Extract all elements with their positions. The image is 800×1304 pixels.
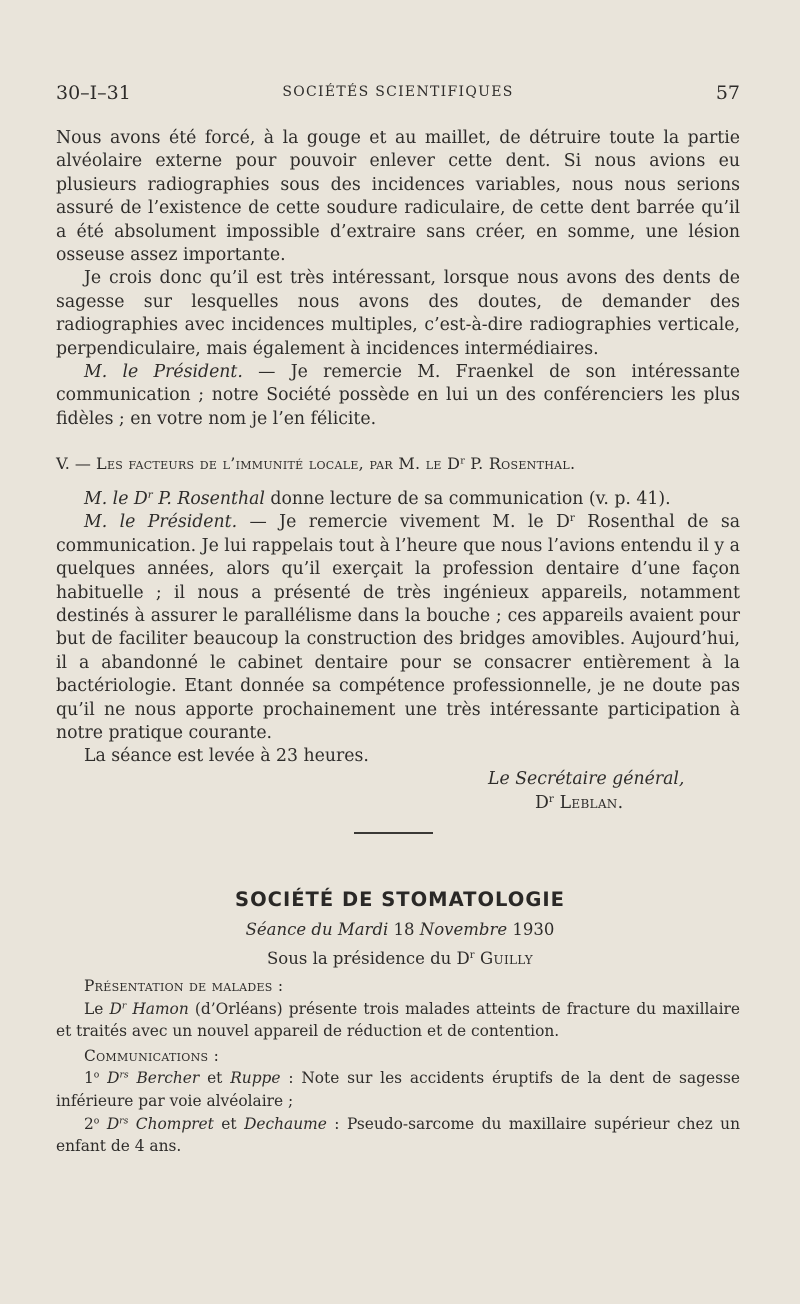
doctor-title: D (99, 1114, 120, 1133)
speaker: M. le Président. (84, 362, 243, 383)
superscript: r (548, 792, 554, 805)
text-block-3 (56, 975, 740, 1158)
paragraph-text: Le (84, 999, 110, 1018)
section-title: Les facteurs de l’immunité locale, par M. le D (96, 454, 461, 473)
paragraph: Nous avons été forcé, à la gouge et au maillet, de détruire toute la partie alvéolaire externe pour pouvoir enlever cette dent. Si nous avions eu plusieurs radiographies sous des incidences variables, nous nous serions assuré de l’existence de cette soudure radiculaire, de cette dent barrée qu’il a été absolument impossible d’extraire sans créer, en somme, une lésion osseuse assez importante. (56, 128, 740, 266)
header-journal-section: SOCIÉTÉS SCIENTIFIQUES (282, 84, 514, 100)
section-heading (56, 453, 740, 475)
session-chair (0, 949, 800, 968)
page-number: 57 (715, 82, 740, 104)
item-number: 1 (84, 1069, 94, 1088)
superscript: o (93, 1115, 100, 1127)
session-month: Novembre (419, 920, 508, 939)
author-name: Chompret (128, 1114, 214, 1133)
subheading-presentation: Présentation de malades : (84, 977, 284, 995)
speaker: M. le Président. (84, 512, 238, 533)
paragraph-text: — Je remercie M. Fraenkel de son intéressante communication ; notre Société possède en lui un des conférenciers les plus fidèles ; en votre nom je l’en félicite. (56, 362, 741, 429)
speaker: M. le D (84, 489, 148, 509)
superscript: r (121, 1000, 127, 1012)
doctor-name: Hamon (126, 999, 189, 1018)
paragraph (56, 361, 740, 431)
superscript: r (460, 455, 465, 467)
paragraph (56, 511, 740, 745)
society-title: SOCIÉTÉ DE STOMATOLOGIE (235, 888, 565, 911)
running-header (56, 82, 740, 108)
paragraph: Je crois donc qu’il est très intéressant, lorsque nous avons des dents de sagesse sur lesquelles nous avons des doutes, de demander des radiographies avec incidences multiples, c’est-à-dire radiographies verticale, perpendiculaire, mais également à incidences intermédiaires. (56, 268, 740, 359)
superscript: r (469, 950, 475, 962)
session-daynum: 18 (388, 920, 420, 939)
paragraph-text: — Je remercie vivement M. le D (237, 512, 570, 533)
signature-name (535, 792, 623, 815)
subheading-communications: Communications : (84, 1046, 220, 1065)
signature-title: D (535, 793, 549, 813)
conjunction: et (199, 1069, 231, 1088)
session-date (0, 920, 800, 939)
author-name: Dechaume (244, 1114, 327, 1133)
text-block-1 (56, 127, 740, 431)
communication-title: : Pseudo-sarcome du maxillaire supérieur chez un enfant de 4 ans. (56, 1114, 740, 1156)
session-year: 1930 (507, 920, 555, 939)
paragraph: La séance est levée à 23 heures. (84, 746, 369, 767)
section-dash: — (69, 454, 97, 473)
paragraph-text: Rosenthal de sa communication. Je lui rappelais tout à l’heure que nous l’avions entendu il y a quelques années, alors qu’il exerçait la profession dentaire d’une façon habituelle ; il nous a présenté de très ingénieux appareils, notamment destinés à assurer le parallélisme dans la bouche ; ces appareils avaient pour but de faciliter beaucoup la construction des bridges amovibles. Aujourd’hui, il a abandonné le cabinet dentaire pour se consacrer entièrement à la bactériologie. Etant donnée sa compétence professionnelle, je ne doute pas qu’il ne nous apporte prochainement une très intéressante participation à notre pratique courante. (56, 512, 740, 744)
superscript: o (93, 1069, 100, 1081)
signature-role: Le Secrétaire général, (488, 769, 685, 789)
chair-label: Sous la présidence du D (267, 949, 470, 968)
session-day: Séance du Mardi (245, 920, 389, 939)
paragraph (56, 998, 740, 1043)
doctor-title: D (109, 999, 122, 1018)
superscript: rs (119, 1115, 129, 1127)
section-title-author: P. Rosenthal. (464, 454, 576, 473)
communication-title: : Note sur les accidents éruptifs de la dent de sagesse inférieure par voie alvéolaire ; (56, 1069, 740, 1110)
paragraph (56, 488, 740, 511)
header-date: 30–I–31 (56, 82, 131, 104)
superscript: rs (119, 1069, 129, 1081)
author-name: Ruppe (230, 1069, 281, 1088)
doctor-title: D (99, 1069, 120, 1088)
section-number: V. (56, 454, 70, 473)
conjunction: et (213, 1114, 245, 1133)
author-name: Bercher (128, 1069, 200, 1088)
paragraph-text: donne lecture de sa communication (v. p. 41). (264, 489, 671, 509)
section-divider (354, 832, 433, 834)
superscript: r (147, 488, 153, 501)
chair-name: Guilly (474, 949, 533, 968)
speaker-name: P. Rosenthal (152, 489, 265, 509)
text-block-2 (56, 488, 740, 769)
list-item (56, 1113, 740, 1158)
item-number: 2 (84, 1114, 94, 1133)
superscript: r (569, 512, 575, 525)
list-item (56, 1067, 740, 1112)
paragraph-text: (d’Orléans) présente trois malades atteints de fracture du maxillaire et traités avec un nouvel appareil de réduction et de contention. (56, 999, 740, 1041)
signature-surname: Leblan. (553, 793, 624, 813)
